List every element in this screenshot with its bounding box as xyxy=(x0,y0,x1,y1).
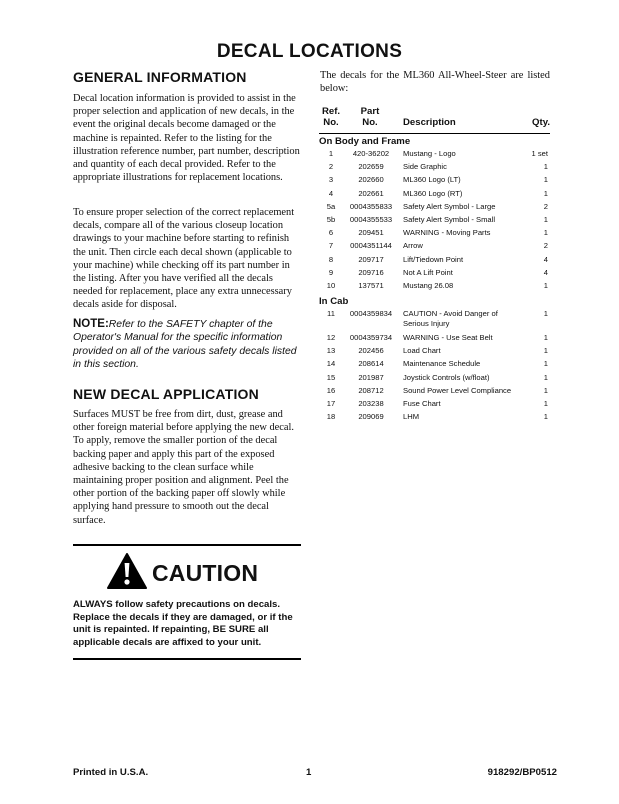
part-cell: 0004355833 xyxy=(349,201,393,211)
ref-cell: 10 xyxy=(326,280,336,290)
part-cell: 208712 xyxy=(358,385,384,395)
table-row xyxy=(319,412,550,425)
description-cell: CAUTION - Avoid Danger of Serious Injury xyxy=(403,309,498,329)
description-cell: LHM xyxy=(403,412,420,422)
description-cell: Safety Alert Symbol - Small xyxy=(403,214,495,224)
header-divider xyxy=(319,133,550,134)
table-row xyxy=(319,309,550,333)
qty-cell: 1 xyxy=(543,385,548,395)
new-decal-application-heading: NEW DECAL APPLICATION xyxy=(73,386,259,402)
qty-cell: 1 xyxy=(543,162,548,172)
part-cell: 201987 xyxy=(358,372,384,382)
part-cell: 203238 xyxy=(358,399,384,408)
table-row xyxy=(319,399,550,412)
caution-box xyxy=(73,544,301,660)
part-cell: 209069 xyxy=(358,412,384,422)
table-row xyxy=(319,175,550,188)
ref-cell: 11 xyxy=(327,309,335,319)
table-row xyxy=(319,241,550,254)
table-row xyxy=(319,386,550,399)
table-row xyxy=(319,359,550,372)
ref-cell: 9 xyxy=(328,267,334,277)
table-row xyxy=(319,281,550,294)
header-ref-no xyxy=(319,106,343,128)
qty-cell: 1 xyxy=(543,412,548,422)
qty-cell: 1 xyxy=(543,309,548,319)
table-row xyxy=(319,162,550,175)
ref-cell: 17 xyxy=(326,399,336,408)
description-cell: Mustang - Logo xyxy=(403,149,456,158)
qty-cell: 4 xyxy=(543,254,548,264)
page-title: DECAL LOCATIONS xyxy=(216,41,403,62)
table-section-heading: On Body and Frame xyxy=(319,136,411,147)
note-label: NOTE: xyxy=(73,318,109,330)
ref-cell: 14 xyxy=(326,359,336,369)
description-cell: ML360 Logo (LT) xyxy=(403,175,461,185)
description-cell: Not A Lift Point xyxy=(403,267,453,277)
description-cell: Load Chart xyxy=(403,346,441,356)
description-cell: Maintenance Schedule xyxy=(403,359,481,369)
part-cell: 137571 xyxy=(358,280,384,290)
warning-triangle-icon xyxy=(106,552,148,595)
header-part-no xyxy=(353,106,387,128)
ref-cell: 18 xyxy=(326,412,336,422)
part-cell: 209451 xyxy=(358,228,384,238)
footer-page-number: 1 xyxy=(306,767,312,778)
qty-cell: 1 xyxy=(543,372,548,382)
ref-cell: 2 xyxy=(328,162,334,172)
part-cell: 0004351144 xyxy=(350,241,392,251)
qty-cell: 1 set xyxy=(531,149,548,158)
header-part-line1: Part xyxy=(360,106,380,117)
part-cell: 0004355533 xyxy=(349,214,393,224)
description-cell: Safety Alert Symbol - Large xyxy=(403,201,496,211)
description-cell: Sound Power Level Compliance xyxy=(403,385,512,395)
qty-cell: 1 xyxy=(543,399,548,408)
part-cell: 202659 xyxy=(358,162,384,172)
decal-table xyxy=(319,106,550,425)
table-row xyxy=(319,333,550,346)
table-section-heading: In Cab xyxy=(319,296,349,308)
caution-text: ALWAYS follow safety precautions on decals. Replace the decals if they are damaged, or if the unit is repainted. If repainting, BE SURE all applicable decals are affixed to your unit. xyxy=(73,599,293,648)
ref-cell: 1 xyxy=(328,149,334,158)
ref-cell: 13 xyxy=(326,346,336,356)
ref-cell: 4 xyxy=(328,188,334,198)
ref-cell: 3 xyxy=(328,175,334,185)
note-text: Refer to the SAFETY chapter of the Operator's Manual for the specific information provided on all of the various safety decals listed in this section. xyxy=(73,319,297,370)
description-cell: Lift/Tiedown Point xyxy=(403,254,464,264)
part-cell: 0004359834 xyxy=(349,309,393,319)
description-cell: Joystick Controls (w/float) xyxy=(403,372,490,382)
table-row xyxy=(319,228,550,241)
general-paragraph-2: To ensure proper selection of the correct replacement decals, compare all of the various closeup location drawings to your machine before starting to refinish the unit. Then circle each decal shown (applicable to your machine) while checking off its part number in the listing. After you have verified all the decals needed for replacement, place any extra unnecessary decals aside for disposal. xyxy=(73,207,295,311)
description-cell: ML360 Logo (RT) xyxy=(403,188,463,198)
qty-cell: 1 xyxy=(543,175,548,185)
table-row xyxy=(319,255,550,268)
header-part-line2: No. xyxy=(362,117,378,128)
caution-banner xyxy=(106,553,258,593)
table-row xyxy=(319,373,550,386)
qty-cell: 1 xyxy=(543,188,548,198)
table-header xyxy=(319,106,550,132)
ref-cell: 5b xyxy=(326,214,336,224)
header-ref-line1: Ref. xyxy=(321,106,341,117)
part-cell: 208614 xyxy=(358,359,384,369)
qty-cell: 1 xyxy=(543,333,548,343)
general-paragraph-1: Decal location information is provided to assist in the proper selection and application of new decals, in the event the original decals become damaged or the machine is repainted. Refer to the listing for the illustration reference number, part number, description and quantity of each decal provided. Refer to the appropriate illustrations for replacement locations. xyxy=(73,93,300,184)
ref-cell: 16 xyxy=(326,385,336,395)
header-ref-line2: No. xyxy=(323,117,339,128)
qty-cell: 1 xyxy=(543,346,548,356)
description-cell: Side Graphic xyxy=(403,162,447,172)
table-row xyxy=(319,346,550,359)
part-cell: 0004359734 xyxy=(349,333,393,343)
table-row xyxy=(319,202,550,215)
note-block xyxy=(73,318,303,371)
table-body xyxy=(319,135,550,425)
part-cell: 209717 xyxy=(358,254,384,264)
table-row xyxy=(319,268,550,281)
qty-cell: 1 xyxy=(543,359,548,369)
part-cell: 202456 xyxy=(358,346,384,356)
table-row xyxy=(319,149,550,162)
description-cell: Arrow xyxy=(403,241,423,251)
qty-cell: 1 xyxy=(543,280,548,290)
caution-word: CAUTION xyxy=(152,559,259,586)
qty-cell: 1 xyxy=(543,214,548,224)
footer-printed-in: Printed in U.S.A. xyxy=(73,767,149,778)
ref-cell: 7 xyxy=(328,241,334,251)
footer-document-number: 918292/BP0512 xyxy=(487,767,557,778)
part-cell: 202661 xyxy=(358,188,384,198)
description-cell: WARNING - Use Seat Belt xyxy=(403,333,493,343)
ref-cell: 12 xyxy=(326,333,336,343)
description-cell: Fuse Chart xyxy=(403,399,441,408)
part-cell: 209716 xyxy=(358,267,384,277)
qty-cell: 2 xyxy=(543,201,548,211)
part-cell: 202660 xyxy=(358,175,384,185)
qty-cell: 1 xyxy=(543,228,548,238)
table-row xyxy=(319,215,550,228)
description-cell: WARNING - Moving Parts xyxy=(403,228,491,238)
new-decal-paragraph: Surfaces MUST be free from dirt, dust, grease and other foreign material before applying the new decal. To apply, remove the smaller portion of the decal backing paper and apply this part of the exposed adhesive backing to the clean surface while maintaining proper position and alignment. Peel the other portion of the backing paper off slowly while applying hand pressure to smooth out the decal surface. xyxy=(73,409,294,526)
ref-cell: 8 xyxy=(328,254,334,264)
ref-cell: 6 xyxy=(328,228,334,238)
ref-cell: 5a xyxy=(326,201,336,211)
qty-cell: 4 xyxy=(543,267,548,277)
table-row xyxy=(319,189,550,202)
part-cell: 420-36202 xyxy=(352,149,390,158)
header-qty: Qty. xyxy=(532,117,550,128)
header-description: Description xyxy=(403,117,456,128)
qty-cell: 2 xyxy=(543,241,548,251)
general-information-heading: GENERAL INFORMATION xyxy=(73,69,247,85)
ref-cell: 15 xyxy=(326,372,336,382)
description-cell: Mustang 26.08 xyxy=(403,280,454,290)
decal-list-intro: The decals for the ML360 All-Wheel-Steer are listed below: xyxy=(320,70,550,95)
